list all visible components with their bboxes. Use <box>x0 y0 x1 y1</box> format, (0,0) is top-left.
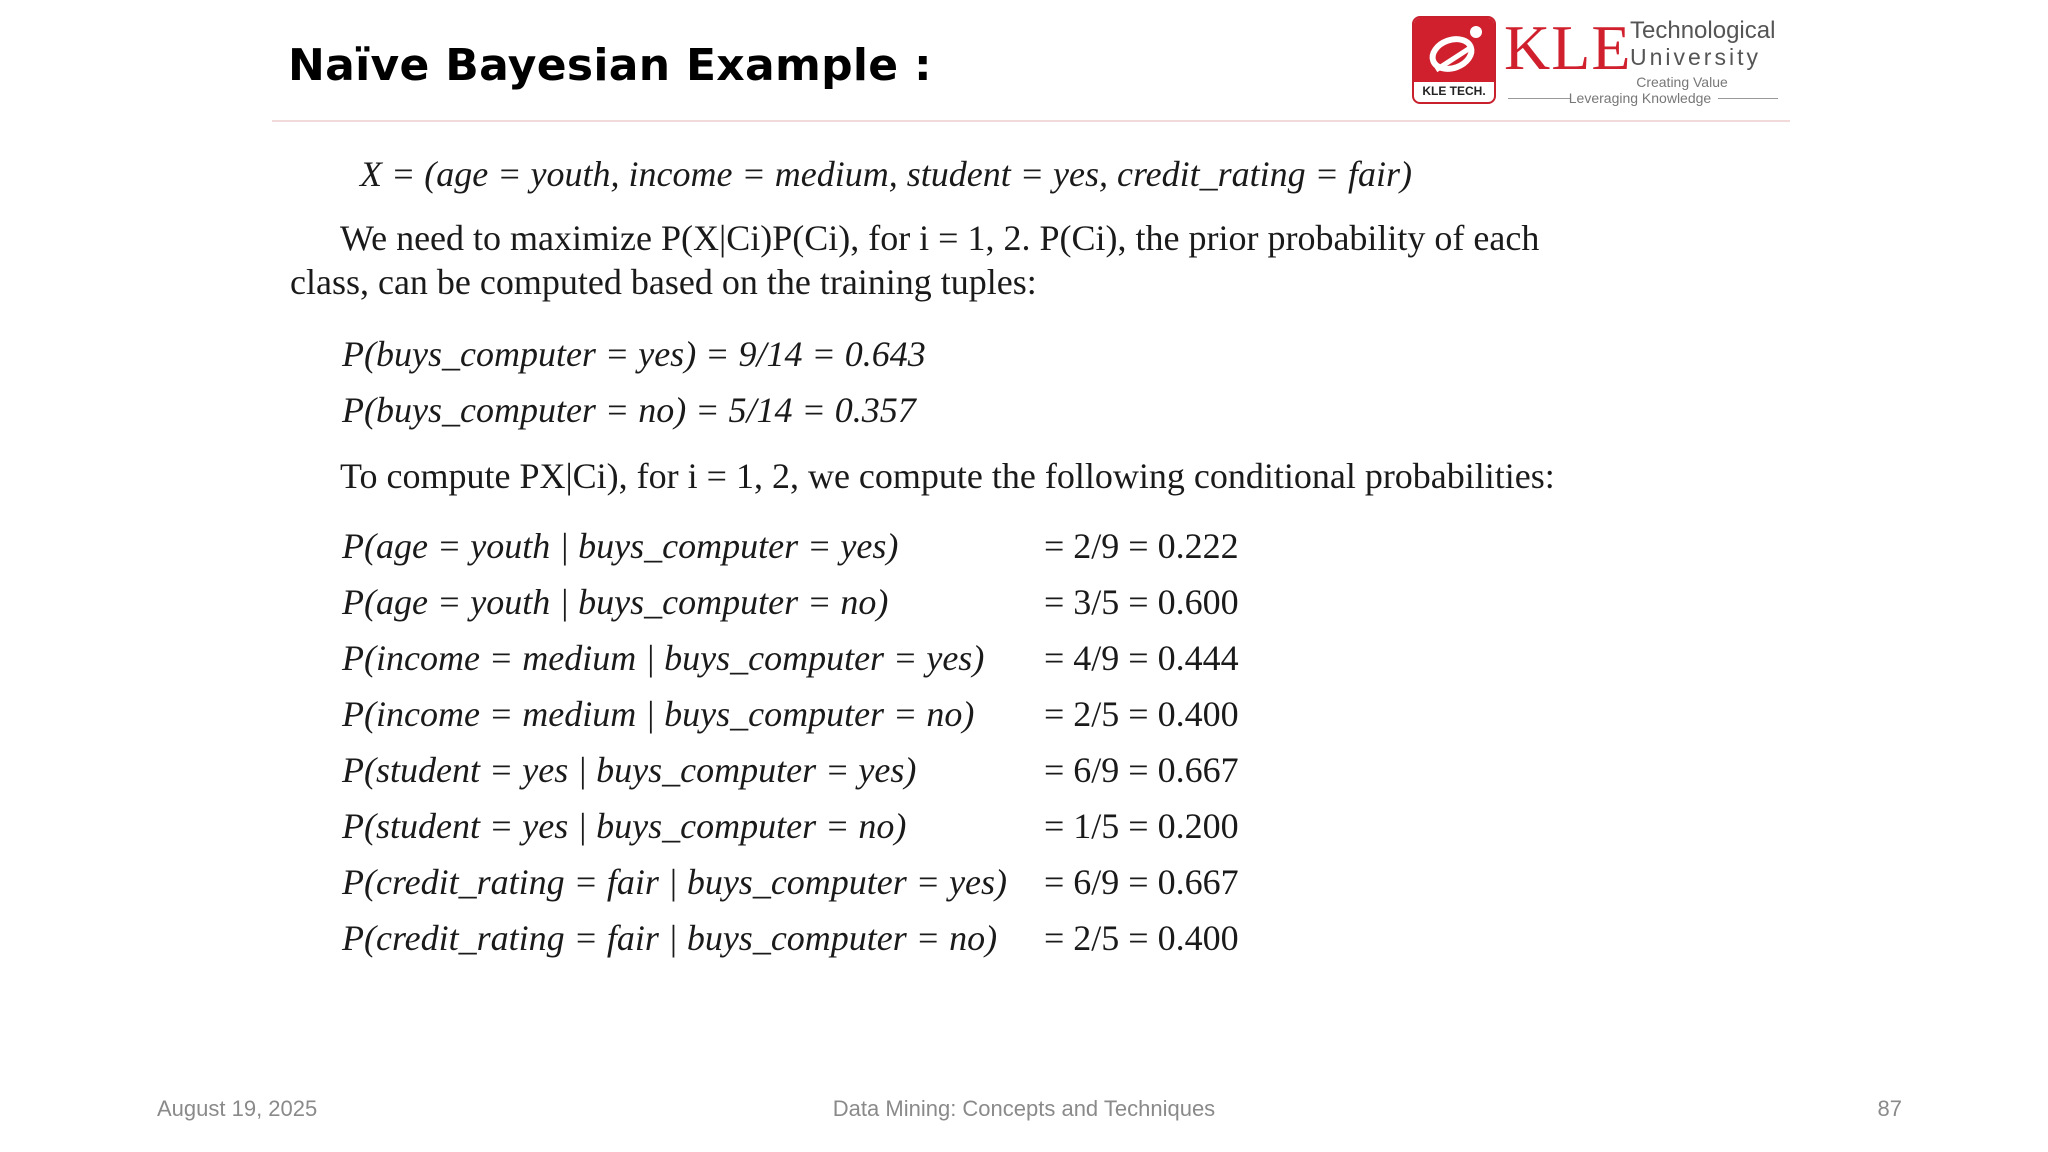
footer-title: Data Mining: Concepts and Techniques <box>832 1096 1216 1121</box>
intro-line1: We need to maximize P(X|Ci)P(Ci), for i = 1, 2. P(Ci), the prior probability of each <box>340 218 1540 258</box>
intro-paragraph <box>290 216 1710 304</box>
logo-tagline1: Creating Value <box>1636 74 1728 90</box>
logo-line1: Technological <box>1630 17 1776 44</box>
prior-no: P(buys_computer = no) = 5/14 = 0.357 <box>342 390 916 430</box>
conditional-rhs: = 2/5 = 0.400 <box>1044 918 1239 958</box>
footer-date: August 19, 2025 <box>157 1096 318 1121</box>
conditional-rhs: = 6/9 = 0.667 <box>1044 862 1239 902</box>
conditional-rhs: = 4/9 = 0.444 <box>1044 638 1239 678</box>
prior-yes: P(buys_computer = yes) = 9/14 = 0.643 <box>342 334 926 374</box>
title-divider <box>272 120 1790 122</box>
conditional-row <box>342 862 1239 902</box>
conditional-rhs: = 2/9 = 0.222 <box>1044 526 1239 566</box>
logo-line2: University <box>1630 44 1761 70</box>
kle-logo <box>1412 12 1782 108</box>
conditional-rhs: = 6/9 = 0.667 <box>1044 750 1239 790</box>
conditional-rhs: = 1/5 = 0.200 <box>1044 806 1239 846</box>
conditional-lhs: P(credit_rating = fair | buys_computer = yes) <box>342 862 1008 902</box>
kle-badge-icon <box>1412 16 1496 104</box>
compute-text: To compute PX|Ci), for i = 1, 2, we compute the following conditional probabilities: <box>340 456 1555 496</box>
conditional-lhs: P(credit_rating = fair | buys_computer = no) <box>342 918 998 958</box>
page-number: 87 <box>1877 1096 1902 1121</box>
logo-tagline2: Leveraging Knowledge <box>1568 90 1712 106</box>
conditional-row <box>342 806 1239 846</box>
conditional-row <box>342 750 1239 790</box>
intro-line2: class, can be computed based on the training tuples: <box>290 262 1037 302</box>
conditional-lhs: P(student = yes | buys_computer = yes) <box>342 750 917 790</box>
conditional-lhs: P(student = yes | buys_computer = no) <box>342 806 907 846</box>
conditional-lhs: P(income = medium | buys_computer = yes) <box>342 638 985 678</box>
conditional-rhs: = 3/5 = 0.600 <box>1044 582 1239 622</box>
kle-emblem-icon <box>1414 18 1494 82</box>
conditional-lhs: P(income = medium | buys_computer = no) <box>342 694 975 734</box>
conditional-row <box>342 694 1239 734</box>
logo-brand: KLE <box>1504 12 1632 83</box>
slide-title: Naïve Bayesian Example : <box>288 40 932 91</box>
conditional-lhs: P(age = youth | buys_computer = no) <box>342 582 889 622</box>
conditional-row <box>342 526 1239 566</box>
conditional-row <box>342 918 1239 958</box>
x-definition: X = (age = youth, income = medium, student = yes, credit_rating = fair) <box>360 154 1412 194</box>
conditional-rhs: = 2/5 = 0.400 <box>1044 694 1239 734</box>
conditional-row <box>342 638 1239 678</box>
conditional-row <box>342 582 1239 622</box>
badge-text: KLE TECH. <box>1422 84 1486 98</box>
conditional-lhs: P(age = youth | buys_computer = yes) <box>342 526 899 566</box>
logo-rule-right <box>1718 98 1778 99</box>
